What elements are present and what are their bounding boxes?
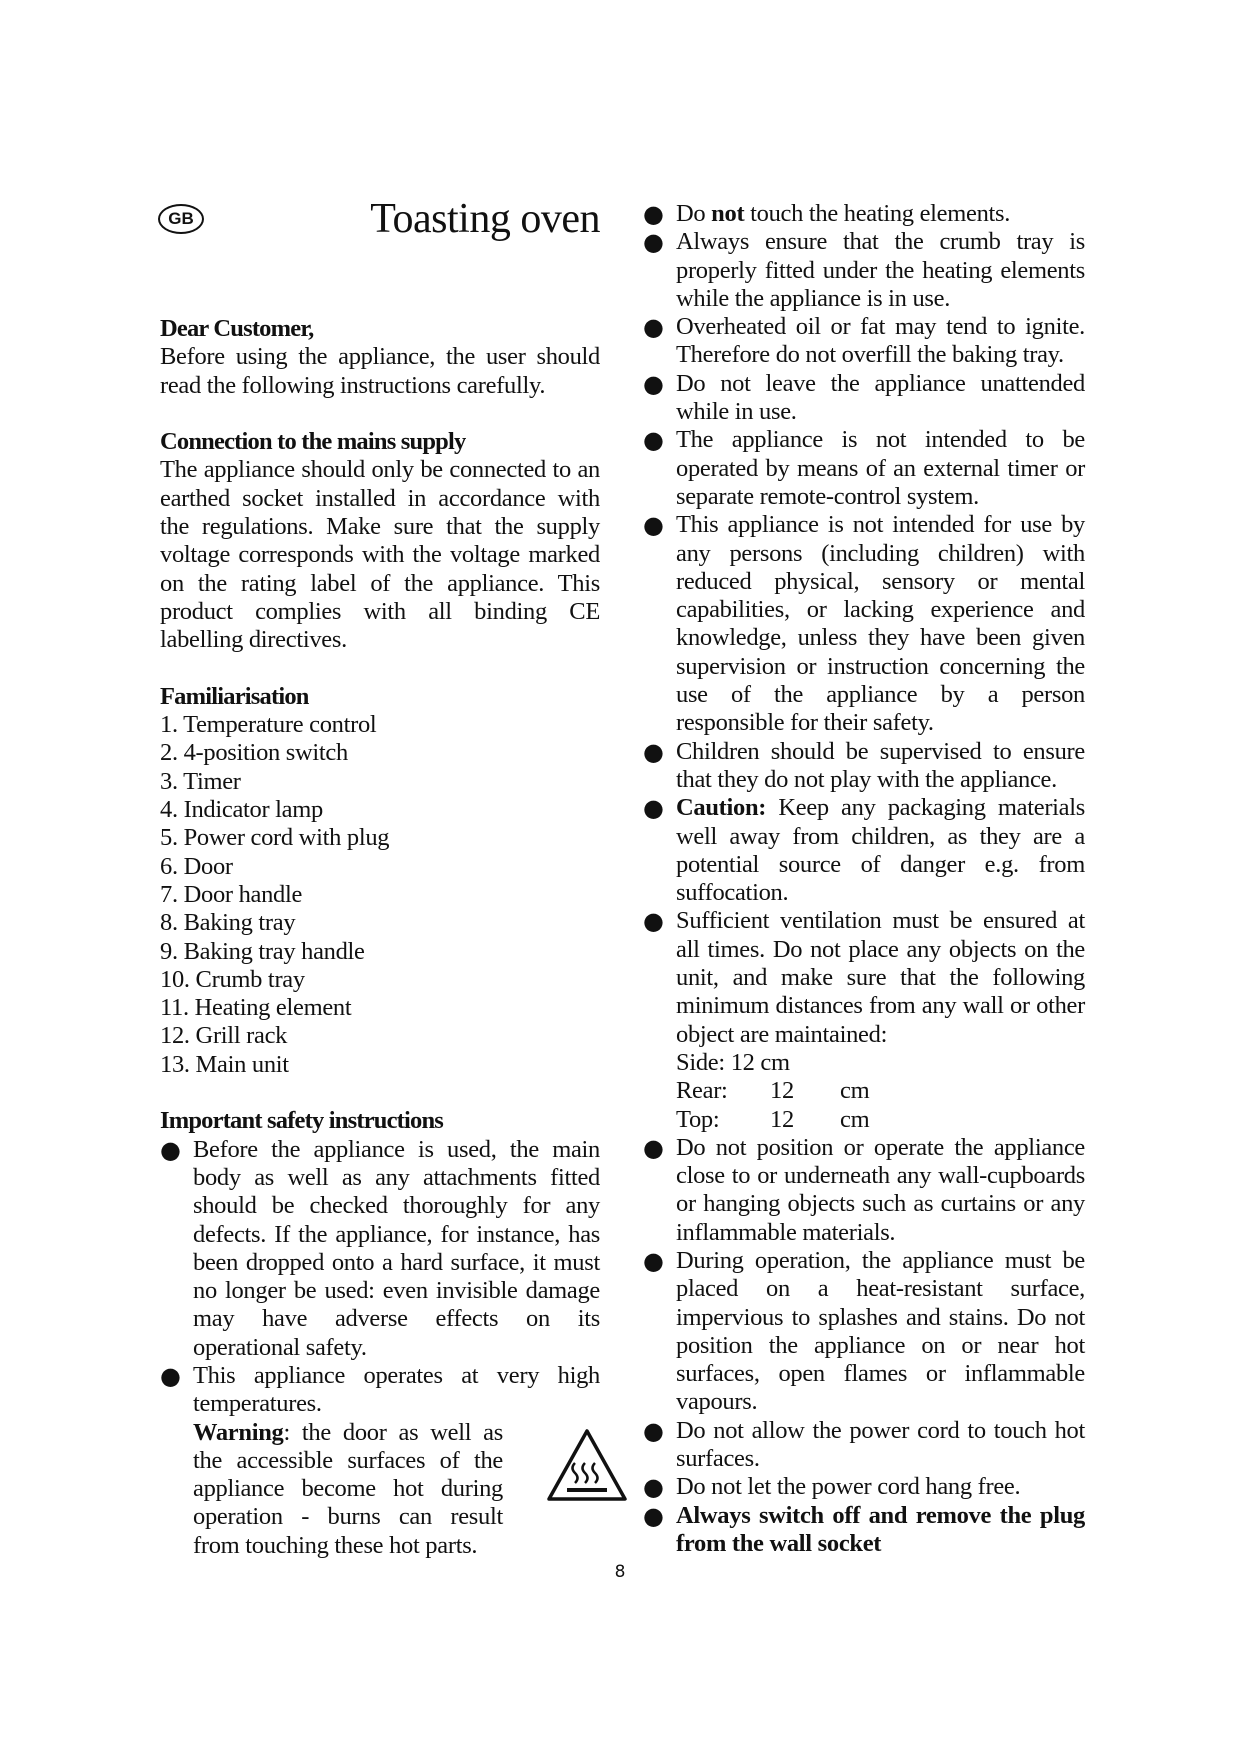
parts-list-item: 11. Heating element xyxy=(160,994,352,1022)
safety-bullet xyxy=(643,313,1085,370)
safety-bullet-text: Before the appliance is used, the main body as well as any attachments fitted should be checked thoroughly for any defects. If the appliance, for instance, has been dropped onto a hard surface, it must no longer be used: even invisible damage may have adverse effects on its operational safety. xyxy=(193,1135,600,1361)
parts-list-item: 5. Power cord with plug xyxy=(160,824,390,852)
caution-label: Caution: xyxy=(676,794,767,822)
safety-list-right xyxy=(643,200,1085,1558)
safety-bullet-text: Do not let the power cord hang free. xyxy=(676,1473,1021,1501)
language-badge: GB xyxy=(158,204,204,234)
warning-block xyxy=(193,1419,600,1560)
parts-list-item: 10. Crumb tray xyxy=(160,965,305,993)
parts-list-item: 9. Baking tray handle xyxy=(160,937,365,965)
safety-bullet-text: Always switch off and remove the plug from the wall socket xyxy=(676,1501,1085,1557)
parts-list-item: 1. Temperature control xyxy=(160,711,377,739)
parts-list xyxy=(160,711,600,1079)
bullet-icon: ● xyxy=(643,1473,664,1502)
bullet-icon: ● xyxy=(643,907,664,936)
safety-bullet xyxy=(643,1247,1085,1417)
bullet-icon: ● xyxy=(160,1135,181,1164)
safety-bullet-text: The appliance is not intended to be operated by means of an external timer or separate remote-control system. xyxy=(676,426,1085,510)
safety-bullet-text: This appliance operates at very high temperatures. xyxy=(193,1361,600,1418)
parts-list-item: 13. Main unit xyxy=(160,1050,289,1078)
bullet-icon: ● xyxy=(160,1361,181,1390)
emphasis-not: not xyxy=(711,200,745,227)
hot-surface-warning-icon xyxy=(545,1427,629,1505)
safety-bullet xyxy=(643,1502,1085,1559)
greeting-text: Before using the appliance, the user should read the following instructions carefully. xyxy=(160,343,600,399)
bullet-icon: ● xyxy=(643,1501,664,1530)
distance-side: Side: 12 cm xyxy=(676,1048,790,1076)
safety-bullet-text: Overheated oil or fat may tend to ignite. Therefore do not overfill the baking tray. xyxy=(676,313,1085,369)
bullet-icon: ● xyxy=(643,1246,664,1275)
left-column xyxy=(160,315,600,1560)
bullet-icon: ● xyxy=(643,228,664,257)
parts-list-item: 4. Indicator lamp xyxy=(160,796,323,824)
safety-bullet-text: Always ensure that the crumb tray is properly fitted under the heating elements while the appliance is in use. xyxy=(676,228,1085,312)
warning-text: : the door as well as the accessible surfaces of the appliance become hot during operation - burns can result from touching these hot parts. xyxy=(193,1418,503,1559)
bullet-icon: ● xyxy=(643,511,664,540)
parts-list-item: 3. Timer xyxy=(160,767,241,795)
bullet-icon: ● xyxy=(643,737,664,766)
safety-bullet xyxy=(643,511,1085,737)
bullet-icon: ● xyxy=(643,369,664,398)
safety-bullet xyxy=(643,738,1085,795)
bullet-icon: ● xyxy=(643,794,664,823)
safety-bullet-text: During operation, the appliance must be placed on a heat-resistant surface, impervious to splashes and stains. Do not position the appliance on or near hot surfaces, open flames or inflammable vapours. xyxy=(676,1246,1085,1416)
bullet-icon: ● xyxy=(643,1416,664,1445)
safety-list-left xyxy=(160,1136,600,1560)
page-title: Toasting oven xyxy=(370,196,600,242)
parts-list-item: 12. Grill rack xyxy=(160,1022,288,1050)
safety-bullet xyxy=(643,1134,1085,1247)
distance-rear: Rear: 12 cm xyxy=(676,1077,870,1105)
safety-bullet-text: Do not allow the power cord to touch hot surfaces. xyxy=(676,1416,1085,1473)
bullet-icon: ● xyxy=(643,1133,664,1162)
safety-bullet xyxy=(643,1473,1085,1501)
right-column xyxy=(643,200,1085,1558)
safety-bullet xyxy=(643,228,1085,313)
connection-text: The appliance should only be connected to an earthed socket installed in accordance with the regulations. Make sure that the supply voltage corresponds with the voltage marked on the rating label of the appliance. This product complies with all binding CE labelling directives. xyxy=(160,456,600,654)
bullet-icon: ● xyxy=(643,313,664,342)
safety-bullet-text: This appliance is not intended for use by any persons (including children) with reduced physical, sensory or mental capabilities, or lacking experience and knowledge, unless they have been given supervision or instruction concerning the use of the appliance by a person responsible for their safety. xyxy=(676,511,1085,737)
safety-bullet-text: Sufficient ventilation must be ensured at all times. Do not place any objects on the unit, and make sure that the following minimum distances from any wall or other object are maintained: xyxy=(676,907,1085,1048)
safety-bullet xyxy=(160,1136,600,1362)
distance-top: Top: 12 cm xyxy=(676,1105,870,1133)
safety-bullet: ● Caution: Keep any packaging materials well away from children, as they are a potential source of danger e.g. from suffocation. xyxy=(643,794,1085,907)
safety-bullet xyxy=(643,370,1085,427)
parts-list-item: 8. Baking tray xyxy=(160,909,296,937)
safety-bullet xyxy=(643,907,1085,1133)
parts-list-item: 7. Door handle xyxy=(160,880,303,908)
safety-bullet xyxy=(160,1362,600,1560)
warning-text-block xyxy=(193,1419,503,1560)
page-number: 8 xyxy=(614,1562,626,1582)
parts-list-item: 6. Door xyxy=(160,852,233,880)
safety-bullet xyxy=(643,426,1085,511)
warning-label: Warning xyxy=(193,1418,284,1446)
greeting-heading: Dear Customer, xyxy=(160,315,314,342)
connection-heading: Connection to the mains supply xyxy=(160,428,466,456)
familiarisation-heading: Familiarisation xyxy=(160,682,309,710)
safety-bullet-text: Do not leave the appliance unattended while in use. xyxy=(676,369,1085,426)
safety-bullet-text: Children should be supervised to ensure that they do not play with the appliance. xyxy=(676,737,1085,793)
safety-bullet: ● Do not touch the heating elements. xyxy=(643,200,1011,228)
bullet-icon: ● xyxy=(643,200,664,228)
safety-bullet-text: Do not position or operate the appliance close to or underneath any wall-cupboards or hanging objects such as curtains or any inflammable materials. xyxy=(676,1133,1085,1246)
bullet-icon: ● xyxy=(643,426,664,455)
parts-list-item: 2. 4-position switch xyxy=(160,739,348,767)
safety-bullet xyxy=(643,1417,1085,1474)
safety-heading: Important safety instructions xyxy=(160,1107,444,1135)
